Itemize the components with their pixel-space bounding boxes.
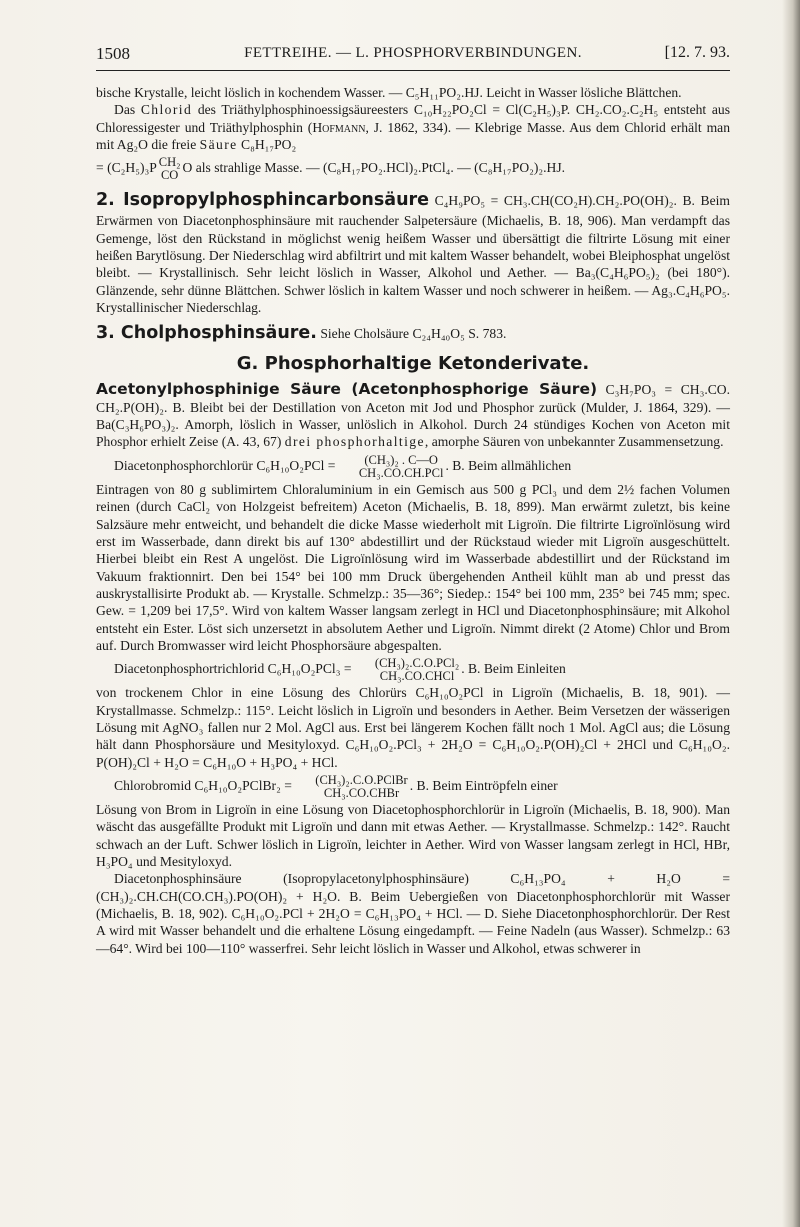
entry-cholphosphinsaeure bbox=[96, 321, 730, 345]
running-title: FETTREIHE. — L. PHOSPHORVERBINDUNGEN. bbox=[244, 45, 582, 61]
text-run: , J. 1862, 334). — Klebrige Masse. Aus dem Chlorid erhält man mit Ag₂O die freie bbox=[96, 119, 730, 153]
fraction-top: CH₂ bbox=[158, 155, 181, 170]
heading-cholphosphinsaeure: 3. Cholphosphinsäure. bbox=[96, 323, 317, 344]
ring-formula-fraction bbox=[159, 156, 181, 182]
text-run: des Triäthylphosphinoessigsäureesters C₁₀H₂₂PO₂Cl = Cl(C₂H₅)₃P. CH₂.CO₂.C₂H₅ entsteht aus Chloressigester und Triäthylphosphin ( bbox=[96, 102, 730, 135]
entry-text-trichlorid: von trockenem Chlor in eine Lösung des Chlorürs C₆H₁₀O₂PCl in Ligroïn (Michaelis, B. 18, 901). — Krystallmasse. Schmelzp.: 115°. Leicht löslich in Ligroïn und besonders in Aether. Beim Versetzen der wässerigen Lösung mit AgNO₃ fallen nur 2 Mol. AgCl aus. Erst bei längerem Kochen fällt noch 1 Mol. AgCl aus; die Lösung hält dann Phosphorsäure und Mesityloxyd. C₆H₁₀O₂.PCl₃ + 2H₂O = C₆H₁₀O₂.P(OH)₂Cl + 2HCl und C₆H₁₀O₂. P(OH)₂Cl + H₂O = C₆H₁₀O + H₃PO₄ + HCl. bbox=[96, 685, 730, 770]
page-body bbox=[96, 84, 730, 957]
fraction-bottom: CH₃.CO.CH.PCl bbox=[358, 465, 444, 480]
formula-isopropyl: C₄H₉PO₅ = CH₃.CH(CO₂H).CH₂.PO(OH)₂. bbox=[429, 193, 677, 209]
entry-text-chloruer: Eintragen von 80 g sublimirtem Chloraluminium in ein Gemisch aus 500 g PCl₃ und dem 2½ fachen Volumen reinen (durch CaCl₂ von Holzgeist befreitem) Aceton (Michaelis, B. 18, 899). Man erwärmt zuletzt, bis keine Salzsäure mehr entweicht, und behandelt die dicke Masse wiederholt mit Ligroïn. Die filtrirte Ligroïnlösung wird erst im Wasserbade, dann direkt bis auf 130° abdestillirt und der Rückstaud wieder mit Ligroïn ausgeschüttelt. Hierbei bleibt ein Rest A ungelöst. Die Ligroïnlösung wird im Wasserbade abdestillirt und der Rückstand im Vakuum fraktionnirt. Den bei 154° bei 100 mm Druck übergehenden Antheil kühlt man ab und presst das auskrystallisirte Produkt ab. — Krystalle. Schmelzp.: 35—36°; Siedep.: 154° bei 100 mm, 235° bei 745 mm; spec. Gew. = 1,209 bei 17,5°. Wird von kaltem Wasser langsam zerlegt in HCl und Diacetonphosphinsäure; mit Alkohol entsteht ein Ester. Löst sich unzersetzt in absolutem Aether und Ligroïn. Nimmt direkt (2 Atome) Chlor und Brom auf. Durch Bromwasser wird leicht Phosphorsäure abgespalten. bbox=[96, 481, 730, 653]
spaced-term-saeure: Säure bbox=[199, 137, 238, 153]
page-edge-shadow bbox=[782, 0, 800, 1227]
formula-fraction-chloruer bbox=[341, 454, 444, 480]
page-header bbox=[96, 40, 730, 71]
formula-lead: Diacetonphosphortrichlorid C₆H₁₀O₂PCl₃ = bbox=[114, 661, 355, 677]
text-run: C₈H₁₇PO₂ bbox=[237, 137, 297, 153]
formula-line-trichlorid bbox=[96, 654, 730, 684]
entry-diacetonphosphinsaeure: Diacetonphosphinsäure (Isopropylacetonylphosphinsäure) C₆H₁₃PO₄ + H₂O = (CH₃)₂.CH.CH(CO.CH₃).PO(OH)₂ + H₂O. B. Beim Uebergießen von Diacetonphosphorchlorür mit Wasser (Michaelis, B. 18, 902). C₆H₁₀O₂.PCl + 2H₂O = C₆H₁₃PO₄ + HCl. — D. Siehe Diacetonphosphorchlorür. Der Rest A wird mit Wasser behandelt und die erhaltene Lösung eingedampft. — Feine Nadeln (aus Wasser). Schmelzp.: 63—64°. Wird bei 100—110° wasserfrei. Sehr leicht löslich in Wasser und Alkohol, etwas schwerer in bbox=[96, 871, 730, 956]
entry-text-isopropyl: B. Beim Erwärmen von Diacetonphosphinsäure mit rauchender Salpetersäure (Michaelis, B. 18, 906). Man verdampft das Gemenge, löst den Rückstand in möglichst wenig heißem Wasser und übersättigt die filtrirte Lösung mit einer heißen Barytlösung. Der Niederschlag wird abfiltrirt und mit kaltem Wasser behandelt, wobei Bleiphosphat ungelöst bleibt. — Krystallinisch. Sehr leicht löslich in Wasser, Alkohol und Aether. — Ba₃(C₄H₆PO₅)₂ (bei 180°). Glänzende, sehr dünne Blättchen. Schwer löslich in kaltem Wasser und noch schwerer in heißem. — Ag₃.C₄H₆PO₅. Krystallinischer Niederschlag. bbox=[96, 193, 731, 316]
formula-lead: Diacetonphosphorchlorür C₆H₁₀O₂PCl = bbox=[114, 457, 339, 473]
fraction-bottom: CO bbox=[160, 168, 179, 183]
fraction-bottom: CH₃.CO.CHCl bbox=[379, 669, 455, 684]
page-number: 1508 bbox=[96, 44, 130, 63]
entry-acetonylphosphinige-saeure bbox=[96, 381, 730, 450]
header-date: [12. 7. 93. bbox=[664, 44, 730, 61]
formula-fraction-chlorobromid bbox=[297, 774, 407, 800]
entry-isopropylphosphincarbonsaeure bbox=[96, 188, 730, 316]
formula-line-ring bbox=[96, 153, 730, 183]
heading-isopropylphosphincarbonsaeure: 2. Isopropylphosphincarbonsäure bbox=[96, 190, 430, 211]
formula-line-chlorobromid bbox=[96, 771, 730, 801]
formula-part: = (C₂H₅)₃P bbox=[96, 160, 157, 176]
spaced-term-chlorid: Chlorid bbox=[140, 102, 193, 118]
formula-after: . B. Beim Eintröpfeln einer bbox=[409, 777, 558, 793]
entry-text-acetonyl: B. Bleibt bei der Destillation von Aceton mit Jod und Phosphor zurück (Mulder, J. 1864, 329). — Ba(C₃H₆PO₃)₂. Amorph, löslich in Wasser, unlöslich in Alkohol. Durch 24 stündiges Kochen von Aceton mit Phosphor erhielt Zeise (A. 43, 67) bbox=[96, 399, 730, 450]
section-heading-g: G. Phosphorhaltige Ketonderivate. bbox=[236, 353, 590, 375]
formula-part: O als strahlige Masse. — (C₈H₁₇PO₂.HCl)₂.PtCl₄. — (C₈H₁₇PO₂)₂.HJ. bbox=[182, 160, 566, 176]
author-hofmann: Hofmann bbox=[312, 119, 366, 135]
entry-text-chol: Siehe Cholsäure C₂₄H₄₀O₅ S. 783. bbox=[316, 326, 507, 342]
text-run: Das bbox=[114, 102, 141, 118]
fraction-top: (CH₃)₂.C.O.PClBr bbox=[315, 772, 408, 787]
paragraph-continuation: bische Krystalle, leicht löslich in kochendem Wasser. — C₅H₁₁PO₂.HJ. Leicht in Wasser lösliche Blättchen. bbox=[96, 85, 682, 100]
formula-acetonyl: C₃H₇PO₃ = CH₃.CO. CH₂.P(OH)₂. bbox=[96, 382, 730, 415]
formula-after: . B. Beim allmählichen bbox=[445, 457, 572, 473]
heading-acetonylphosphinige: Acetonylphosphinige Säure (Acetonphosphorige Säure) bbox=[96, 380, 598, 399]
formula-lead: Chlorobromid C₆H₁₀O₂PClBr₂ = bbox=[114, 777, 296, 793]
paragraph-chlorid bbox=[96, 101, 730, 153]
fraction-bottom: CH₃.CO.CHBr bbox=[323, 785, 400, 800]
formula-after: . B. Beim Einleiten bbox=[461, 661, 566, 677]
formula-fraction-trichlorid bbox=[357, 657, 459, 683]
text-run: , amorphe Säuren von unbekannter Zusammensetzung. bbox=[424, 434, 724, 450]
formula-line-diacetonphosphorchloruer bbox=[96, 451, 730, 481]
fraction-top: (CH₃)₂ . C—O bbox=[364, 452, 438, 467]
spaced-term-drei: drei phosphorhaltige bbox=[284, 434, 425, 450]
entry-text-chlorobromid: Lösung von Brom in Ligroïn in eine Lösung von Diacetophosphorchlorür in Ligroïn (Michaelis, B. 18, 900). Man wäscht das ausgefällte Produkt mit Ligroïn und dann mit etwas Aether. — Krystallmasse. Schmelzp.: 142°. Raucht schwach an der Luft. Schwer löslich in Ligroïn, leichter in Aether. Wird von Wasser langsam zerlegt in HCl, HBr, H₃PO₄ und Mesityloxyd. bbox=[96, 801, 730, 869]
fraction-top: (CH₃)₂.C.O.PCl₂ bbox=[374, 656, 460, 671]
